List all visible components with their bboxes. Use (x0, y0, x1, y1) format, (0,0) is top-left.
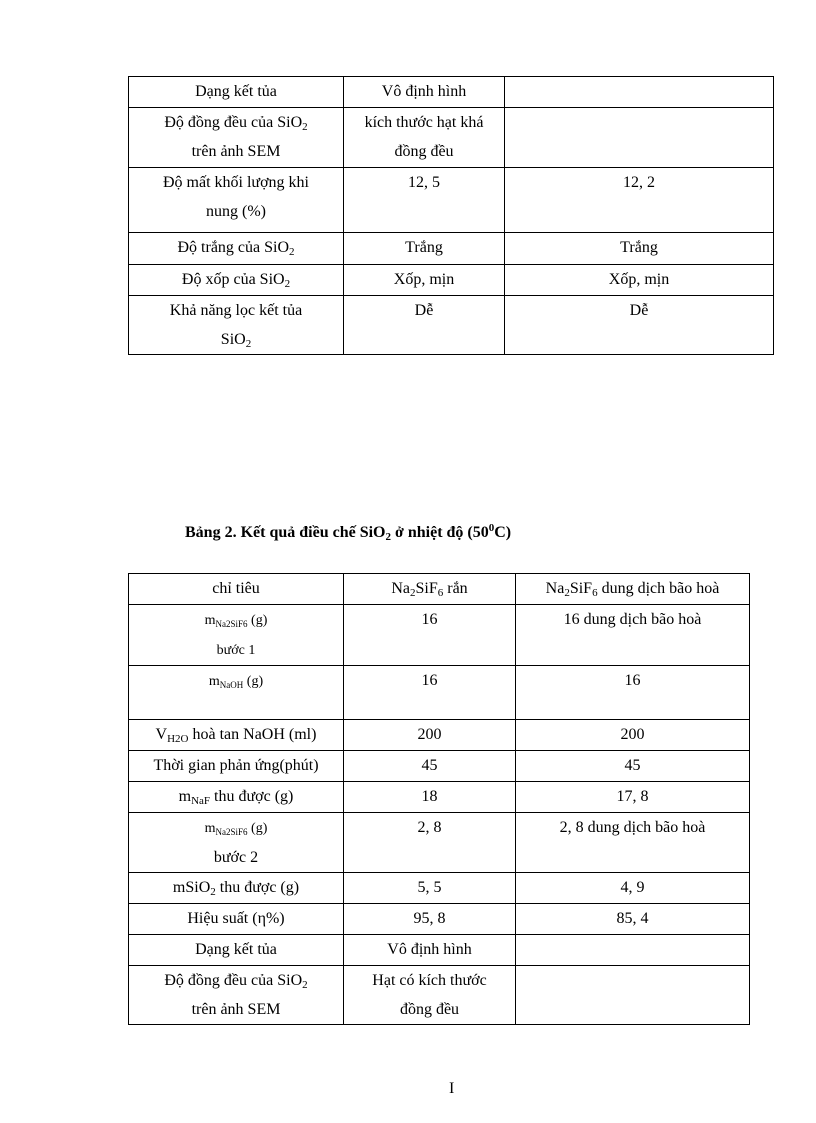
cell-label: $m_{Na2SiF6}$ (g) bước 2 (129, 813, 344, 873)
table-row (129, 265, 774, 296)
table-caption: Bảng 2. Kết quả điều chế SiO$_2$ ở nhiệt độ $(50^0C)$ (185, 522, 512, 543)
cell-value: 200 (344, 720, 516, 751)
header-solid: $Na_2SiF_6$ rắn (344, 574, 516, 605)
cell-value (505, 77, 774, 108)
cell-label: Khả năng lọc kết tủa SiO$_2$ (129, 296, 344, 355)
table-row (129, 782, 750, 813)
results-table-2 (128, 573, 750, 1025)
cell-label: $m_{Na2SiF6}$ (g) bước 1 (129, 605, 344, 666)
table-header-row (129, 574, 750, 605)
table-row (129, 605, 750, 666)
table-row (129, 108, 774, 168)
cell-value: 2, 8 dung dịch bão hoà (516, 813, 750, 873)
cell-label: Hiệu suất (η%) (129, 904, 344, 935)
cell-value: Xốp, mịn (344, 265, 505, 296)
cell-value: 2, 8 (344, 813, 516, 873)
table-row (129, 966, 750, 1025)
cell-value: Dễ (505, 296, 774, 355)
cell-value: 16 (516, 666, 750, 720)
table-row (129, 813, 750, 873)
table-row (129, 904, 750, 935)
cell-value: 12, 5 (344, 168, 505, 233)
cell-value: 4, 9 (516, 873, 750, 904)
cell-label: mSiO$_2$ thu được (g) (129, 873, 344, 904)
cell-value: Hạt có kích thước đồng đều (344, 966, 516, 1025)
header-solution: $Na_2SiF_6$ dung dịch bão hoà (516, 574, 750, 605)
table-row (129, 935, 750, 966)
cell-value: 16 (344, 605, 516, 666)
cell-value: 16 (344, 666, 516, 720)
cell-value (516, 935, 750, 966)
table-row (129, 720, 750, 751)
cell-value: 5, 5 (344, 873, 516, 904)
table-row (129, 666, 750, 720)
cell-value: Dễ (344, 296, 505, 355)
table-row (129, 873, 750, 904)
cell-value: Trắng (505, 233, 774, 265)
cell-value: 95, 8 (344, 904, 516, 935)
header-indicator: chỉ tiêu (129, 574, 344, 605)
cell-value: 16 dung dịch bão hoà (516, 605, 750, 666)
cell-value: Xốp, mịn (505, 265, 774, 296)
cell-label: $m_{NaF}$ thu được (g) (129, 782, 344, 813)
cell-value (516, 966, 750, 1025)
cell-value: kích thước hạt khá đồng đều (344, 108, 505, 168)
cell-label: Thời gian phản ứng(phút) (129, 751, 344, 782)
cell-value: 12, 2 (505, 168, 774, 233)
cell-label: $V_{H2O}$ hoà tan NaOH (ml) (129, 720, 344, 751)
table-row (129, 296, 774, 355)
table-row (129, 168, 774, 233)
table-row (129, 77, 774, 108)
cell-value: Vô định hình (344, 935, 516, 966)
page-number: I (449, 1080, 455, 1097)
cell-value: 45 (344, 751, 516, 782)
table-row (129, 751, 750, 782)
cell-label: Độ đồng đều của SiO$_2$ trên ảnh SEM (129, 966, 344, 1025)
cell-value: 85, 4 (516, 904, 750, 935)
cell-label: Độ xốp của SiO$_2$ (129, 265, 344, 296)
cell-value: 17, 8 (516, 782, 750, 813)
cell-label: Dạng kết tủa (129, 935, 344, 966)
cell-label: $m_{NaOH}$ (g) (129, 666, 344, 720)
cell-label: Độ mất khối lượng khi nung (%) (129, 168, 344, 233)
cell-value: Trắng (344, 233, 505, 265)
cell-value: Vô định hình (344, 77, 505, 108)
cell-value: 45 (516, 751, 750, 782)
cell-label: Dạng kết tủa (129, 77, 344, 108)
cell-value: 200 (516, 720, 750, 751)
cell-label: Độ trắng của SiO$_2$ (129, 233, 344, 265)
table-row (129, 233, 774, 265)
cell-value: 18 (344, 782, 516, 813)
results-table-1 (128, 76, 774, 355)
cell-value (505, 108, 774, 168)
cell-label: Độ đồng đều của SiO$_2$ trên ảnh SEM (129, 108, 344, 168)
